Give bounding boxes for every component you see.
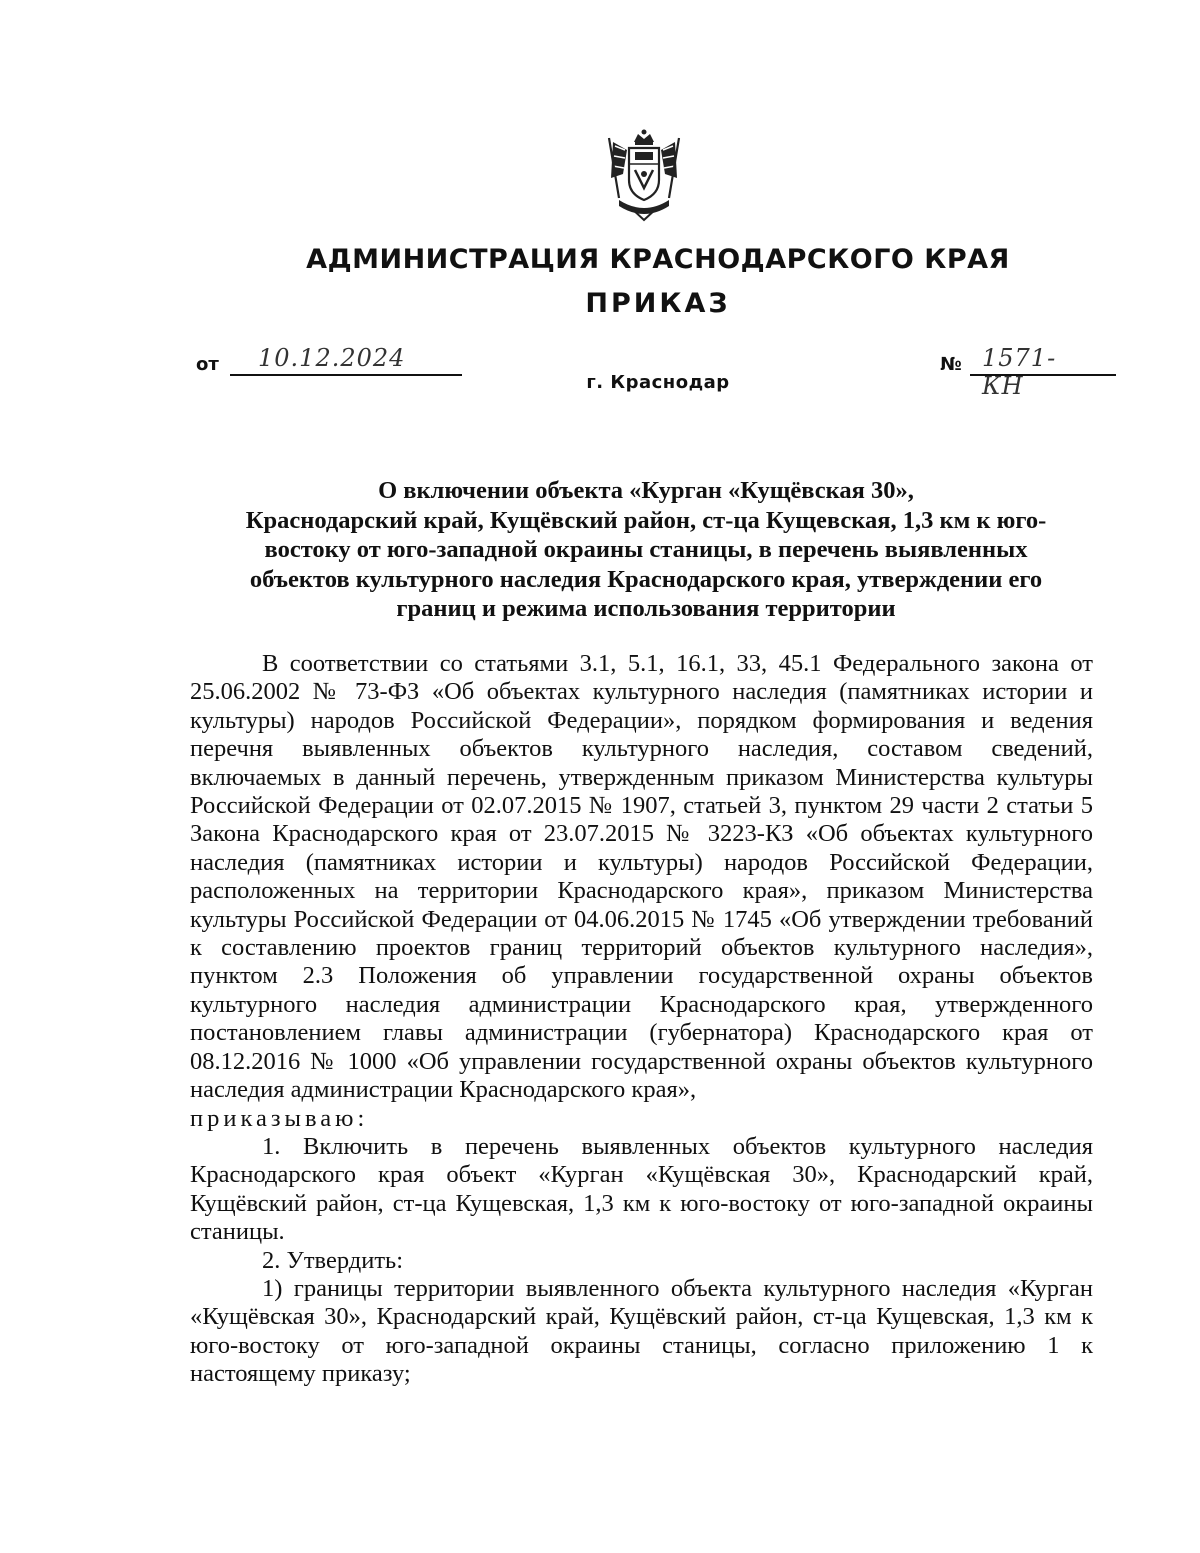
heading-line: О включении объекта «Курган «Кущёвская 30», bbox=[378, 477, 914, 504]
item-2-1-paragraph: 1) границы территории выявленного объекта культурного наследия «Курган «Кущёвская 30», Краснодарский край, Кущёвский район, ст-ца Кущевская, 1,3 км к юго-востоку от юго-западной окраины станицы, согласно приложению 1 к настоящему приказу; bbox=[190, 1274, 1093, 1388]
item-1-paragraph: 1. Включить в перечень выявленных объектов культурного наследия Краснодарского края объект «Курган «Кущёвская 30», Краснодарский край, Кущёвский район, ст-ца Кущевская, 1,3 км к юго-востоку от юго-западной окраины станицы. bbox=[190, 1132, 1093, 1246]
date-handwritten: 10.12.2024 bbox=[258, 344, 406, 372]
item-2-paragraph: 2. Утвердить: bbox=[262, 1246, 404, 1274]
heading-line: объектов культурного наследия Краснодарского края, утверждении его bbox=[249, 565, 1043, 593]
number-handwritten: 1571-КН bbox=[982, 344, 1057, 400]
order-word: приказываю: bbox=[190, 1104, 369, 1132]
organization-title: АДМИНИСТРАЦИЯ КРАСНОДАРСКОГО КРАЯ bbox=[306, 244, 1010, 275]
number-label: № bbox=[940, 354, 962, 375]
heading-line: границ и режима использования территории bbox=[396, 595, 896, 622]
preamble-paragraph: В соответствии со статьями 3.1, 5.1, 16.1, 33, 45.1 Федерального закона от 25.06.2002 № 73-ФЗ «Об объектах культурного наследия (памятниках истории и культуры) народов Российской Федерации», порядком формирования и ведения перечня выявленных объектов культурного наследия, составом сведений, включаемых в данный перечень, утвержденным приказом Министерства культуры Российской Федерации от 02.07.2015 № 1907, статьей 3, пунктом 29 части 2 статьи 5 Закона Краснодарского края от 23.07.2015 № 3223-КЗ «Об объектах культурного наследия (памятниках истории и культуры) народов Российской Федерации, расположенных на территории Краснодарского края», приказом Министерства культуры Российской Федерации от 04.06.2015 № 1745 «Об утверждении требований к составлению проектов границ территорий объектов культурного наследия», пунктом 2.3 Положения об управлении государственной охраны объектов культурного наследия администрации Краснодарского края, утвержденного постановлением главы администрации (губернатора) Краснодарского края от 08.12.2016 № 1000 «Об управлении государственной охраны объектов культурного наследия администрации Краснодарского края», bbox=[190, 650, 1093, 1104]
document-type: ПРИКАЗ bbox=[585, 288, 731, 319]
order-body bbox=[190, 650, 1093, 1389]
heading-line: востоку от юго-западной окраины станицы, в перечень выявленных bbox=[264, 536, 1028, 563]
city: г. Краснодар bbox=[586, 372, 730, 393]
order-heading bbox=[190, 476, 1102, 624]
date-label: от bbox=[196, 354, 219, 375]
heading-line: Краснодарский край, Кущёвский район, ст-ца Кущевская, 1,3 км к юго- bbox=[245, 506, 1047, 534]
coat-of-arms-icon bbox=[601, 128, 687, 224]
